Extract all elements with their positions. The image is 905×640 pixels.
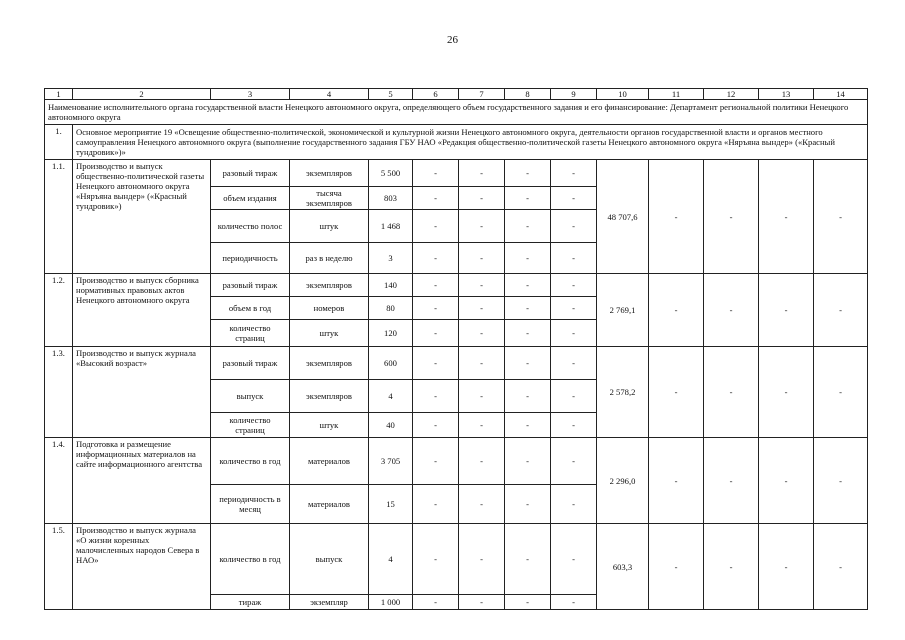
unit-cell: штук bbox=[290, 210, 369, 243]
dash-cell-col-7: - bbox=[459, 347, 505, 380]
indicator-cell: выпуск bbox=[211, 380, 290, 413]
dash-cell-col-8: - bbox=[505, 347, 551, 380]
dash-cell-col-9: - bbox=[551, 297, 597, 320]
dash-cell-col-7: - bbox=[459, 595, 505, 610]
column-number-8: 8 bbox=[505, 89, 551, 100]
item-number: 1.4. bbox=[45, 438, 73, 524]
dash-cell-col-11: - bbox=[649, 438, 704, 524]
value-cell: 1 468 bbox=[369, 210, 413, 243]
executor-row bbox=[45, 100, 868, 125]
indicator-cell: периодичность bbox=[211, 243, 290, 274]
unit-cell: экземпляров bbox=[290, 274, 369, 297]
indicator-cell: объем в год bbox=[211, 297, 290, 320]
dash-cell-col-12: - bbox=[704, 438, 759, 524]
column-number-2: 2 bbox=[73, 89, 211, 100]
page-number: 26 bbox=[447, 34, 458, 46]
item-name: Подготовка и размещение информационных материалов на сайте информационного агентства bbox=[73, 438, 211, 524]
table-row bbox=[45, 160, 868, 187]
unit-cell: номеров bbox=[290, 297, 369, 320]
dash-cell-col-6: - bbox=[413, 347, 459, 380]
table-body bbox=[45, 89, 868, 610]
dash-cell-col-6: - bbox=[413, 274, 459, 297]
column-number-4: 4 bbox=[290, 89, 369, 100]
dash-cell-col-13: - bbox=[759, 274, 814, 347]
dash-cell-col-6: - bbox=[413, 524, 459, 595]
dash-cell-col-7: - bbox=[459, 210, 505, 243]
dash-cell-col-9: - bbox=[551, 187, 597, 210]
amount-cell: 48 707,6 bbox=[597, 160, 649, 274]
value-cell: 3 705 bbox=[369, 438, 413, 485]
dash-cell-col-9: - bbox=[551, 485, 597, 524]
dash-cell-col-13: - bbox=[759, 438, 814, 524]
main-event-number: 1. bbox=[45, 125, 73, 160]
unit-cell: раз в неделю bbox=[290, 243, 369, 274]
dash-cell-col-12: - bbox=[704, 347, 759, 438]
dash-cell-col-6: - bbox=[413, 210, 459, 243]
dash-cell-col-9: - bbox=[551, 380, 597, 413]
dash-cell-col-13: - bbox=[759, 524, 814, 610]
dash-cell-col-9: - bbox=[551, 243, 597, 274]
column-number-14: 14 bbox=[814, 89, 868, 100]
dash-cell-col-6: - bbox=[413, 243, 459, 274]
dash-cell-col-9: - bbox=[551, 524, 597, 595]
dash-cell-col-7: - bbox=[459, 524, 505, 595]
dash-cell-col-6: - bbox=[413, 187, 459, 210]
amount-cell: 2 296,0 bbox=[597, 438, 649, 524]
dash-cell-col-8: - bbox=[505, 210, 551, 243]
dash-cell-col-14: - bbox=[814, 160, 868, 274]
unit-cell: экземпляров bbox=[290, 347, 369, 380]
table-row bbox=[45, 347, 868, 380]
table-row bbox=[45, 438, 868, 485]
column-number-5: 5 bbox=[369, 89, 413, 100]
dash-cell-col-11: - bbox=[649, 274, 704, 347]
value-cell: 80 bbox=[369, 297, 413, 320]
dash-cell-col-8: - bbox=[505, 274, 551, 297]
column-number-10: 10 bbox=[597, 89, 649, 100]
dash-cell-col-11: - bbox=[649, 160, 704, 274]
main-event-text: Основное мероприятие 19 «Освещение общественно-политической, экономической и культурной жизни Ненецкого автономного округа, деятельности органов государственной власти и органов местного самоуправления Ненецкого автономного округа (выполнение государственного задания ГБУ НАО «Редакция общественно-политической газеты Ненецкого автономного округа «Няръяна вындер» («Красный тундровик»)» bbox=[73, 125, 868, 160]
dash-cell-col-7: - bbox=[459, 413, 505, 438]
dash-cell-col-6: - bbox=[413, 595, 459, 610]
item-number: 1.2. bbox=[45, 274, 73, 347]
item-name: Производство и выпуск сборника нормативных правовых актов Ненецкого автономного округа bbox=[73, 274, 211, 347]
item-name: Производство и выпуск общественно-политической газеты Ненецкого автономного округа «Няръяна вындер» («Красный тундровик») bbox=[73, 160, 211, 274]
item-number: 1.3. bbox=[45, 347, 73, 438]
dash-cell-col-8: - bbox=[505, 297, 551, 320]
value-cell: 803 bbox=[369, 187, 413, 210]
unit-cell: штук bbox=[290, 320, 369, 347]
dash-cell-col-9: - bbox=[551, 413, 597, 438]
dash-cell-col-14: - bbox=[814, 274, 868, 347]
table-row bbox=[45, 274, 868, 297]
dash-cell-col-14: - bbox=[814, 347, 868, 438]
value-cell: 600 bbox=[369, 347, 413, 380]
unit-cell: материалов bbox=[290, 485, 369, 524]
dash-cell-col-6: - bbox=[413, 380, 459, 413]
column-number-3: 3 bbox=[211, 89, 290, 100]
value-cell: 120 bbox=[369, 320, 413, 347]
value-cell: 4 bbox=[369, 380, 413, 413]
indicator-cell: объем издания bbox=[211, 187, 290, 210]
dash-cell-col-14: - bbox=[814, 524, 868, 610]
value-cell: 3 bbox=[369, 243, 413, 274]
dash-cell-col-14: - bbox=[814, 438, 868, 524]
dash-cell-col-8: - bbox=[505, 380, 551, 413]
dash-cell-col-12: - bbox=[704, 160, 759, 274]
dash-cell-col-11: - bbox=[649, 524, 704, 610]
dash-cell-col-9: - bbox=[551, 274, 597, 297]
indicator-cell: количество полос bbox=[211, 210, 290, 243]
amount-cell: 603,3 bbox=[597, 524, 649, 610]
dash-cell-col-7: - bbox=[459, 243, 505, 274]
dash-cell-col-8: - bbox=[505, 524, 551, 595]
item-name: Производство и выпуск журнала «О жизни коренных малочисленных народов Севера в НАО» bbox=[73, 524, 211, 610]
dash-cell-col-8: - bbox=[505, 243, 551, 274]
column-number-9: 9 bbox=[551, 89, 597, 100]
dash-cell-col-13: - bbox=[759, 347, 814, 438]
indicator-cell: разовый тираж bbox=[211, 160, 290, 187]
dash-cell-col-6: - bbox=[413, 297, 459, 320]
dash-cell-col-8: - bbox=[505, 485, 551, 524]
dash-cell-col-7: - bbox=[459, 274, 505, 297]
dash-cell-col-13: - bbox=[759, 160, 814, 274]
dash-cell-col-12: - bbox=[704, 274, 759, 347]
column-number-1: 1 bbox=[45, 89, 73, 100]
value-cell: 5 500 bbox=[369, 160, 413, 187]
unit-cell: тысяча экземпляров bbox=[290, 187, 369, 210]
indicator-cell: разовый тираж bbox=[211, 347, 290, 380]
column-number-row bbox=[45, 89, 868, 100]
column-number-6: 6 bbox=[413, 89, 459, 100]
dash-cell-col-12: - bbox=[704, 524, 759, 610]
unit-cell: штук bbox=[290, 413, 369, 438]
column-number-13: 13 bbox=[759, 89, 814, 100]
dash-cell-col-6: - bbox=[413, 438, 459, 485]
dash-cell-col-9: - bbox=[551, 595, 597, 610]
value-cell: 15 bbox=[369, 485, 413, 524]
unit-cell: выпуск bbox=[290, 524, 369, 595]
program-table bbox=[44, 88, 868, 610]
dash-cell-col-8: - bbox=[505, 160, 551, 187]
dash-cell-col-9: - bbox=[551, 320, 597, 347]
dash-cell-col-7: - bbox=[459, 485, 505, 524]
indicator-cell: количество в год bbox=[211, 524, 290, 595]
unit-cell: экземпляр bbox=[290, 595, 369, 610]
value-cell: 40 bbox=[369, 413, 413, 438]
dash-cell-col-11: - bbox=[649, 347, 704, 438]
value-cell: 1 000 bbox=[369, 595, 413, 610]
table-row bbox=[45, 524, 868, 595]
amount-cell: 2 769,1 bbox=[597, 274, 649, 347]
dash-cell-col-9: - bbox=[551, 347, 597, 380]
dash-cell-col-9: - bbox=[551, 210, 597, 243]
unit-cell: материалов bbox=[290, 438, 369, 485]
dash-cell-col-7: - bbox=[459, 320, 505, 347]
dash-cell-col-7: - bbox=[459, 160, 505, 187]
dash-cell-col-8: - bbox=[505, 413, 551, 438]
column-number-11: 11 bbox=[649, 89, 704, 100]
item-number: 1.1. bbox=[45, 160, 73, 274]
dash-cell-col-7: - bbox=[459, 187, 505, 210]
dash-cell-col-6: - bbox=[413, 320, 459, 347]
column-number-12: 12 bbox=[704, 89, 759, 100]
indicator-cell: количество страниц bbox=[211, 413, 290, 438]
item-name: Производство и выпуск журнала «Высокий возраст» bbox=[73, 347, 211, 438]
dash-cell-col-6: - bbox=[413, 160, 459, 187]
indicator-cell: разовый тираж bbox=[211, 274, 290, 297]
indicator-cell: периодичность в месяц bbox=[211, 485, 290, 524]
value-cell: 4 bbox=[369, 524, 413, 595]
indicator-cell: количество страниц bbox=[211, 320, 290, 347]
value-cell: 140 bbox=[369, 274, 413, 297]
dash-cell-col-7: - bbox=[459, 297, 505, 320]
item-number: 1.5. bbox=[45, 524, 73, 610]
dash-cell-col-8: - bbox=[505, 320, 551, 347]
dash-cell-col-8: - bbox=[505, 595, 551, 610]
unit-cell: экземпляров bbox=[290, 380, 369, 413]
executor-cell: Наименование исполнительного органа государственной власти Ненецкого автономного округа, определяющего объем государственного задания и его финансирование: Департамент региональной политики Ненецкого автономного округа bbox=[45, 100, 868, 125]
dash-cell-col-6: - bbox=[413, 485, 459, 524]
dash-cell-col-8: - bbox=[505, 187, 551, 210]
indicator-cell: количество в год bbox=[211, 438, 290, 485]
unit-cell: экземпляров bbox=[290, 160, 369, 187]
indicator-cell: тираж bbox=[211, 595, 290, 610]
dash-cell-col-9: - bbox=[551, 160, 597, 187]
main-event-row bbox=[45, 125, 868, 160]
dash-cell-col-6: - bbox=[413, 413, 459, 438]
amount-cell: 2 578,2 bbox=[597, 347, 649, 438]
dash-cell-col-9: - bbox=[551, 438, 597, 485]
column-number-7: 7 bbox=[459, 89, 505, 100]
dash-cell-col-7: - bbox=[459, 438, 505, 485]
dash-cell-col-8: - bbox=[505, 438, 551, 485]
dash-cell-col-7: - bbox=[459, 380, 505, 413]
